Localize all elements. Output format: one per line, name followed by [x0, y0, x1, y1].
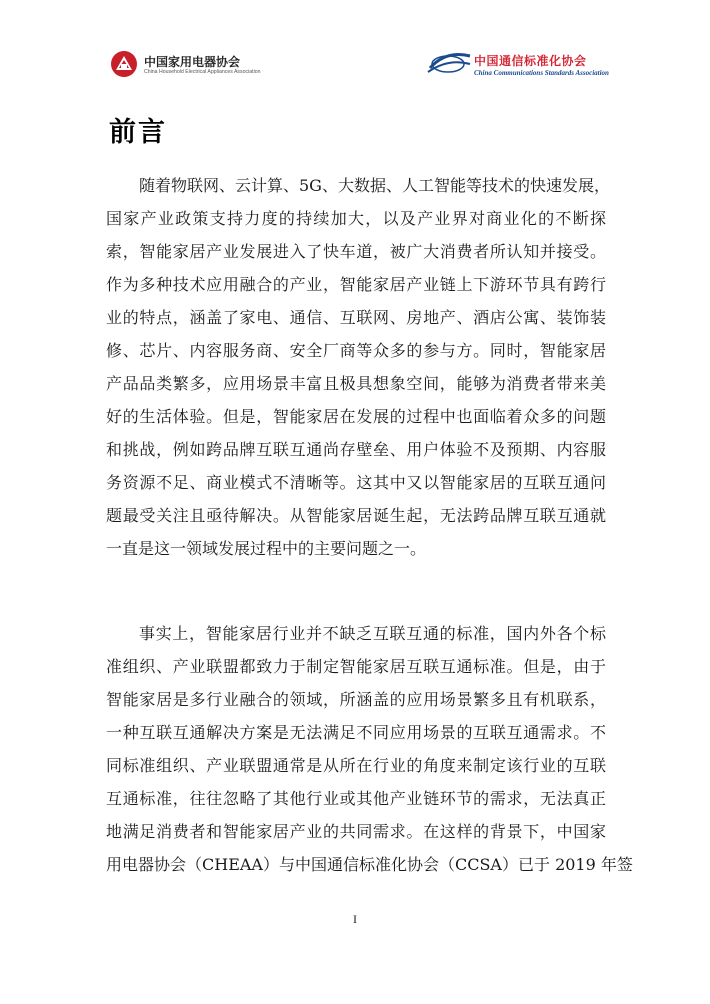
- paragraph-1: [106, 169, 610, 565]
- page-number: I: [353, 912, 357, 926]
- paragraph-line: 索，智能家居产业发展进入了快车道，被广大消费者所认知并接受。: [106, 242, 606, 261]
- paragraph-line: 准组织、产业联盟都致力于制定智能家居互联互通标准。但是，由于: [106, 657, 606, 676]
- ccsa-name: 中国通信标准化协会: [474, 54, 587, 68]
- cheaa-emblem-icon: [110, 50, 138, 78]
- paragraph-line: 用电器协会（CHEAA）与中国通信标准化协会（CCSA）已于 2019 年签: [106, 855, 633, 874]
- paragraph-line: 好的生活体验。但是，智能家居在发展的过程中也面临着众多的问题: [106, 407, 606, 426]
- paragraph-line: 和挑战，例如跨品牌互联互通尚存壁垒、用户体验不及预期、内容服: [106, 440, 606, 459]
- paragraph-line: 国家产业政策支持力度的持续加大，以及产业界对商业化的不断探: [106, 209, 606, 228]
- cheaa-logo: [110, 50, 270, 80]
- page-title: 前言: [109, 117, 167, 148]
- paragraph-line: 地满足消费者和智能家居产业的共同需求。在这样的背景下，中国家: [106, 822, 606, 841]
- paragraph-line: 随着物联网、云计算、5G、大数据、人工智能等技术的快速发展，: [139, 176, 610, 195]
- paragraph-line: 一直是这一领域发展过程中的主要问题之一。: [106, 539, 427, 558]
- paragraph-line: 题最受关注且亟待解决。从智能家居诞生起，无法跨品牌互联互通就: [106, 506, 606, 525]
- ccsa-emblem-icon: [426, 48, 474, 78]
- paragraph-line: 产品品类繁多，应用场景丰富且极具想象空间，能够为消费者带来美: [106, 374, 606, 393]
- paragraph-2: [106, 617, 633, 881]
- paragraph-line: 事实上，智能家居行业并不缺乏互联互通的标准，国内外各个标: [139, 624, 606, 643]
- paragraph-line: 业的特点，涵盖了家电、通信、互联网、房地产、酒店公寓、装饰装: [106, 308, 606, 327]
- cheaa-name-en: China Household Electrical Appliances Association: [144, 69, 261, 75]
- paragraph-line: 务资源不足、商业模式不清晰等。这其中又以智能家居的互联互通问: [106, 473, 606, 492]
- ccsa-logo: [426, 48, 616, 82]
- ccsa-name-en: China Communications Standards Association: [474, 69, 609, 77]
- paragraph-line: 同标准组织、产业联盟通常是从所在行业的角度来制定该行业的互联: [106, 756, 606, 775]
- page-header: [0, 44, 710, 84]
- paragraph-line: 一种互联互通解决方案是无法满足不同应用场景的互联互通需求。不: [106, 723, 606, 742]
- paragraph-line: 修、芯片、内容服务商、安全厂商等众多的参与方。同时，智能家居: [106, 341, 606, 360]
- paragraph-line: 作为多种技术应用融合的产业，智能家居产业链上下游环节具有跨行: [106, 275, 606, 294]
- cheaa-name: 中国家用电器协会: [144, 55, 241, 69]
- paragraph-line: 智能家居是多行业融合的领域，所涵盖的应用场景繁多且有机联系，: [106, 690, 606, 709]
- paragraph-line: 互通标准，往往忽略了其他行业或其他产业链环节的需求，无法真正: [106, 789, 606, 808]
